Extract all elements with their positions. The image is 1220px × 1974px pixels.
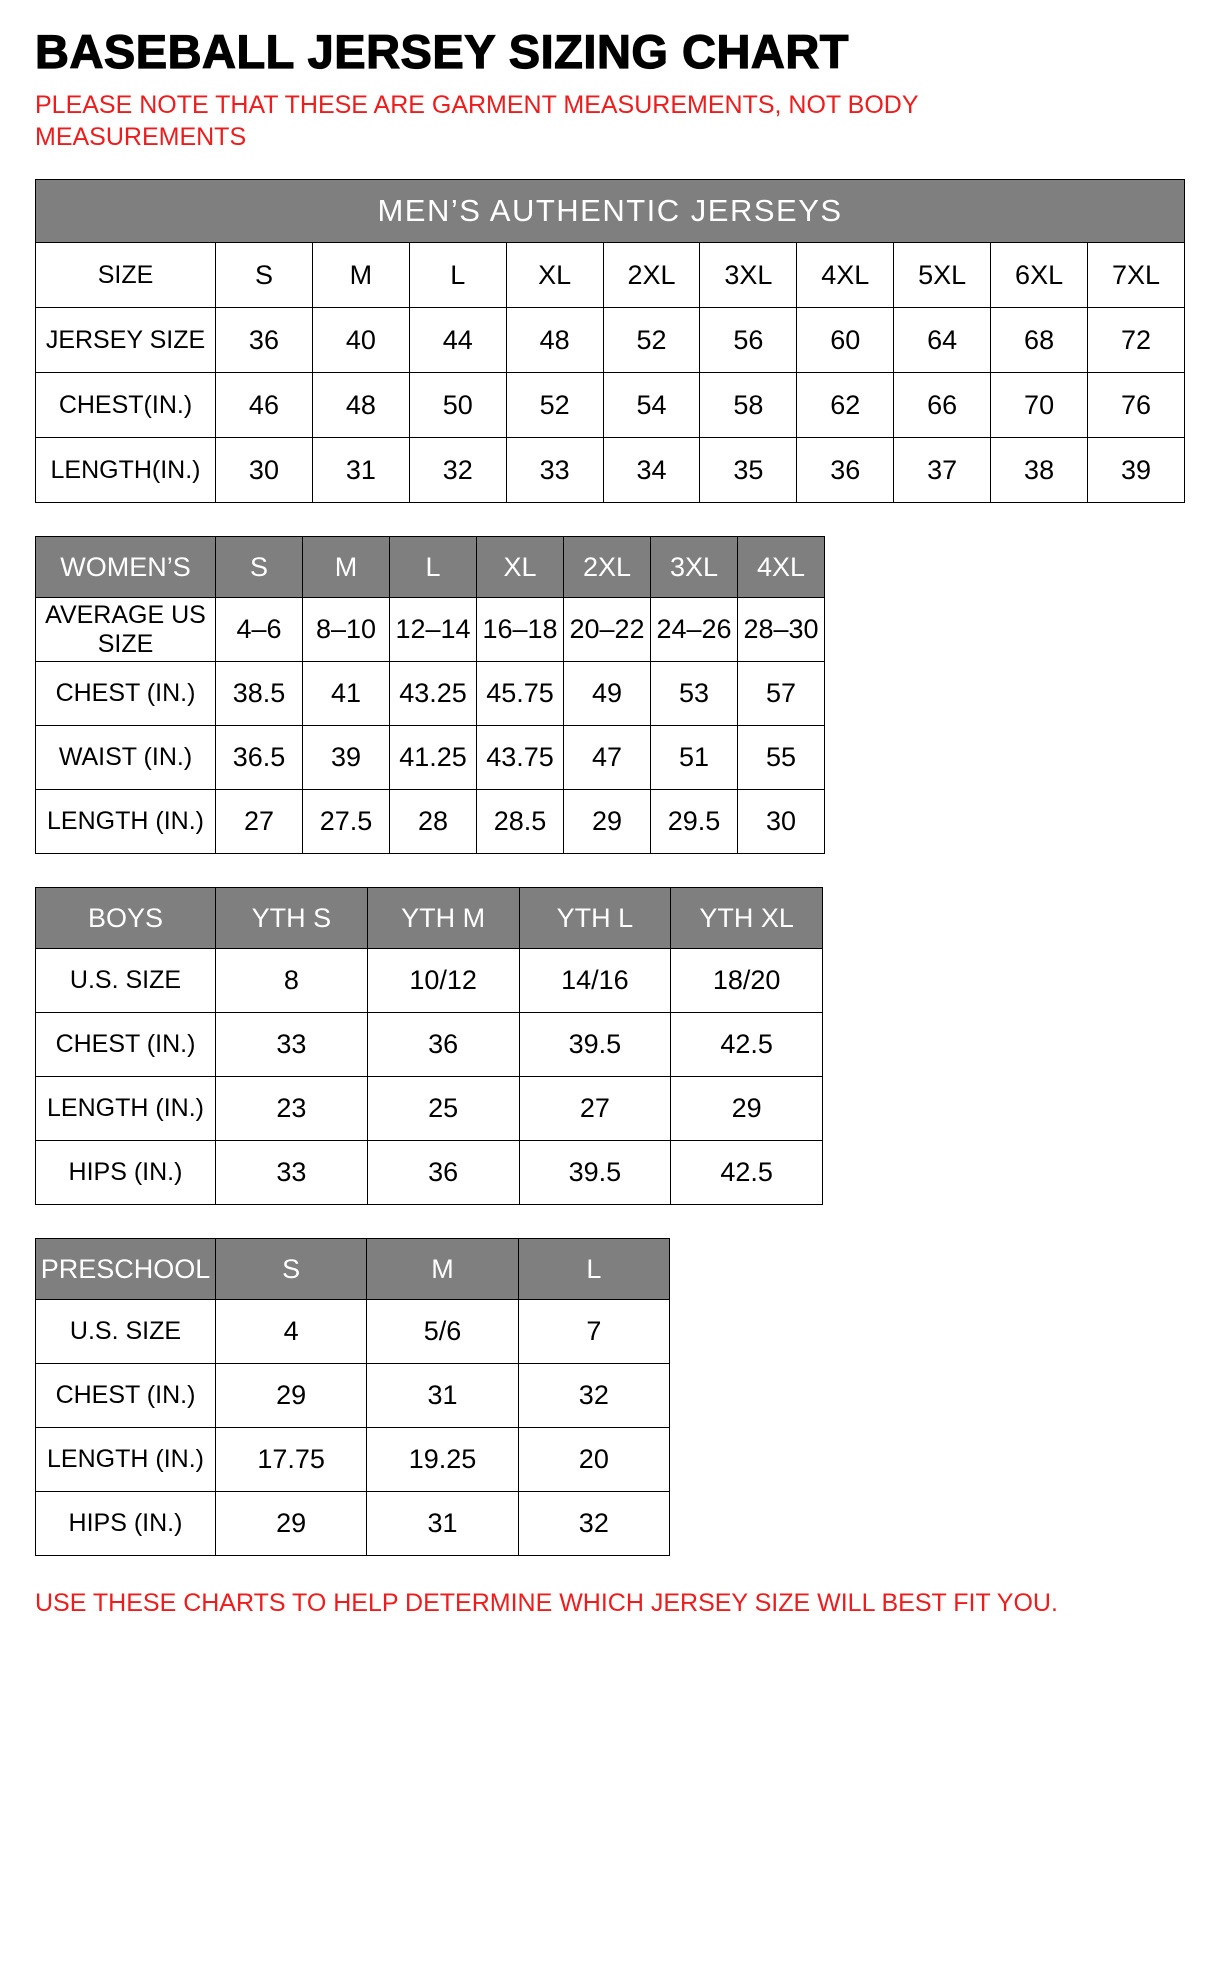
size-cell: 40 bbox=[312, 308, 409, 373]
size-cell: 36 bbox=[797, 438, 894, 503]
size-cell: 48 bbox=[312, 373, 409, 438]
size-cell: 31 bbox=[312, 438, 409, 503]
size-cell: 33 bbox=[216, 1013, 368, 1077]
table-row bbox=[36, 662, 825, 726]
size-cell: 43.75 bbox=[477, 726, 564, 790]
column-header: YTH S bbox=[216, 888, 368, 949]
table-row bbox=[36, 790, 825, 854]
row-label: CHEST(IN.) bbox=[36, 373, 216, 438]
size-cell: 34 bbox=[603, 438, 700, 503]
size-cell: 42.5 bbox=[671, 1141, 823, 1205]
column-header: L bbox=[390, 537, 477, 598]
size-cell: 30 bbox=[738, 790, 825, 854]
size-cell: 39.5 bbox=[519, 1013, 671, 1077]
size-cell: 3XL bbox=[700, 243, 797, 308]
table-row bbox=[36, 1428, 670, 1492]
size-cell: 52 bbox=[506, 373, 603, 438]
row-label: U.S. SIZE bbox=[36, 949, 216, 1013]
boys-header-label: BOYS bbox=[36, 888, 216, 949]
size-cell: 35 bbox=[700, 438, 797, 503]
table-row bbox=[36, 373, 1185, 438]
row-label: CHEST (IN.) bbox=[36, 1364, 216, 1428]
size-cell: 27 bbox=[216, 790, 303, 854]
size-cell: 38 bbox=[991, 438, 1088, 503]
row-label: LENGTH (IN.) bbox=[36, 790, 216, 854]
size-cell: 52 bbox=[603, 308, 700, 373]
size-cell: 38.5 bbox=[216, 662, 303, 726]
size-cell: 39 bbox=[1088, 438, 1185, 503]
size-cell: 70 bbox=[991, 373, 1088, 438]
row-label: HIPS (IN.) bbox=[36, 1492, 216, 1556]
page-title: BASEBALL JERSEY SIZING CHART bbox=[35, 25, 849, 78]
size-cell: 68 bbox=[991, 308, 1088, 373]
size-cell: 32 bbox=[409, 438, 506, 503]
size-cell: 29.5 bbox=[651, 790, 738, 854]
size-cell: 30 bbox=[216, 438, 313, 503]
row-label: LENGTH (IN.) bbox=[36, 1428, 216, 1492]
table-row bbox=[36, 308, 1185, 373]
mens-sizing-table bbox=[35, 179, 1185, 503]
size-cell: 10/12 bbox=[367, 949, 519, 1013]
column-header: M bbox=[303, 537, 390, 598]
row-label: HIPS (IN.) bbox=[36, 1141, 216, 1205]
size-cell: 36 bbox=[367, 1141, 519, 1205]
size-cell: 6XL bbox=[991, 243, 1088, 308]
size-cell: 29 bbox=[216, 1492, 367, 1556]
table-row bbox=[36, 1492, 670, 1556]
size-cell: 32 bbox=[518, 1492, 669, 1556]
size-cell: 57 bbox=[738, 662, 825, 726]
size-cell: 39 bbox=[303, 726, 390, 790]
row-label: LENGTH (IN.) bbox=[36, 1077, 216, 1141]
size-cell: 64 bbox=[894, 308, 991, 373]
size-cell: 4 bbox=[216, 1300, 367, 1364]
size-cell: 16–18 bbox=[477, 598, 564, 662]
size-cell: 19.25 bbox=[367, 1428, 518, 1492]
row-label: WAIST (IN.) bbox=[36, 726, 216, 790]
mens-table-banner: MEN’S AUTHENTIC JERSEYS bbox=[36, 180, 1185, 243]
column-header: 4XL bbox=[738, 537, 825, 598]
size-cell: 28 bbox=[390, 790, 477, 854]
table-row bbox=[36, 1364, 670, 1428]
size-cell: 62 bbox=[797, 373, 894, 438]
size-cell: 2XL bbox=[603, 243, 700, 308]
row-label: CHEST (IN.) bbox=[36, 662, 216, 726]
size-cell: 36 bbox=[367, 1013, 519, 1077]
size-cell: L bbox=[409, 243, 506, 308]
column-header: YTH L bbox=[519, 888, 671, 949]
size-cell: 27 bbox=[519, 1077, 671, 1141]
size-cell: 41.25 bbox=[390, 726, 477, 790]
table-row bbox=[36, 243, 1185, 308]
size-cell: 8–10 bbox=[303, 598, 390, 662]
size-cell: 33 bbox=[506, 438, 603, 503]
column-header: 3XL bbox=[651, 537, 738, 598]
column-header: YTH M bbox=[367, 888, 519, 949]
table-row bbox=[36, 1013, 823, 1077]
size-cell: 17.75 bbox=[216, 1428, 367, 1492]
column-header: S bbox=[216, 537, 303, 598]
size-cell: XL bbox=[506, 243, 603, 308]
size-cell: 8 bbox=[216, 949, 368, 1013]
row-label: JERSEY SIZE bbox=[36, 308, 216, 373]
size-cell: 4–6 bbox=[216, 598, 303, 662]
size-cell: 18/20 bbox=[671, 949, 823, 1013]
size-cell: 27.5 bbox=[303, 790, 390, 854]
size-cell: 20–22 bbox=[564, 598, 651, 662]
size-cell: 37 bbox=[894, 438, 991, 503]
size-cell: 41 bbox=[303, 662, 390, 726]
table-row bbox=[36, 1077, 823, 1141]
column-header: 2XL bbox=[564, 537, 651, 598]
size-cell: 46 bbox=[216, 373, 313, 438]
size-cell: 25 bbox=[367, 1077, 519, 1141]
table-row bbox=[36, 598, 825, 662]
size-cell: 60 bbox=[797, 308, 894, 373]
size-cell: 14/16 bbox=[519, 949, 671, 1013]
size-cell: 43.25 bbox=[390, 662, 477, 726]
size-cell: 49 bbox=[564, 662, 651, 726]
footer-note: USE THESE CHARTS TO HELP DETERMINE WHICH JERSEY SIZE WILL BEST FIT YOU. bbox=[35, 1589, 1058, 1617]
size-cell: 33 bbox=[216, 1141, 368, 1205]
size-cell: S bbox=[216, 243, 313, 308]
size-cell: 31 bbox=[367, 1492, 518, 1556]
table-row bbox=[36, 949, 823, 1013]
size-cell: 56 bbox=[700, 308, 797, 373]
column-header: XL bbox=[477, 537, 564, 598]
size-cell: 42.5 bbox=[671, 1013, 823, 1077]
column-header: L bbox=[518, 1239, 669, 1300]
row-label: U.S. SIZE bbox=[36, 1300, 216, 1364]
size-cell: 31 bbox=[367, 1364, 518, 1428]
size-cell: 45.75 bbox=[477, 662, 564, 726]
preschool-header-label: PRESCHOOL bbox=[36, 1239, 216, 1300]
size-cell: 44 bbox=[409, 308, 506, 373]
size-cell: 76 bbox=[1088, 373, 1185, 438]
size-cell: 66 bbox=[894, 373, 991, 438]
preschool-sizing-table bbox=[35, 1238, 670, 1556]
garment-measurement-note: PLEASE NOTE THAT THESE ARE GARMENT MEASUREMENTS, NOT BODY MEASUREMENTS bbox=[35, 91, 919, 151]
womens-sizing-table bbox=[35, 536, 825, 854]
size-cell: M bbox=[312, 243, 409, 308]
size-cell: 5XL bbox=[894, 243, 991, 308]
size-cell: 5/6 bbox=[367, 1300, 518, 1364]
size-cell: 32 bbox=[518, 1364, 669, 1428]
size-cell: 36.5 bbox=[216, 726, 303, 790]
size-cell: 36 bbox=[216, 308, 313, 373]
size-cell: 54 bbox=[603, 373, 700, 438]
size-cell: 53 bbox=[651, 662, 738, 726]
womens-header-label: WOMEN’S bbox=[36, 537, 216, 598]
size-cell: 28–30 bbox=[738, 598, 825, 662]
size-cell: 39.5 bbox=[519, 1141, 671, 1205]
size-cell: 47 bbox=[564, 726, 651, 790]
size-cell: 23 bbox=[216, 1077, 368, 1141]
size-cell: 48 bbox=[506, 308, 603, 373]
size-cell: 7 bbox=[518, 1300, 669, 1364]
column-header: S bbox=[216, 1239, 367, 1300]
row-label: LENGTH(IN.) bbox=[36, 438, 216, 503]
table-row bbox=[36, 1300, 670, 1364]
table-row bbox=[36, 1141, 823, 1205]
size-cell: 12–14 bbox=[390, 598, 477, 662]
table-row bbox=[36, 438, 1185, 503]
size-cell: 29 bbox=[671, 1077, 823, 1141]
size-cell: 28.5 bbox=[477, 790, 564, 854]
size-cell: 20 bbox=[518, 1428, 669, 1492]
column-header: M bbox=[367, 1239, 518, 1300]
row-label: SIZE bbox=[36, 243, 216, 308]
size-cell: 72 bbox=[1088, 308, 1185, 373]
size-cell: 29 bbox=[564, 790, 651, 854]
size-cell: 29 bbox=[216, 1364, 367, 1428]
size-cell: 4XL bbox=[797, 243, 894, 308]
size-cell: 7XL bbox=[1088, 243, 1185, 308]
size-cell: 55 bbox=[738, 726, 825, 790]
row-label: CHEST (IN.) bbox=[36, 1013, 216, 1077]
column-header: YTH XL bbox=[671, 888, 823, 949]
boys-sizing-table bbox=[35, 887, 823, 1205]
size-cell: 58 bbox=[700, 373, 797, 438]
size-cell: 50 bbox=[409, 373, 506, 438]
size-cell: 51 bbox=[651, 726, 738, 790]
row-label: AVERAGE US SIZE bbox=[36, 598, 216, 662]
table-row bbox=[36, 726, 825, 790]
size-cell: 24–26 bbox=[651, 598, 738, 662]
